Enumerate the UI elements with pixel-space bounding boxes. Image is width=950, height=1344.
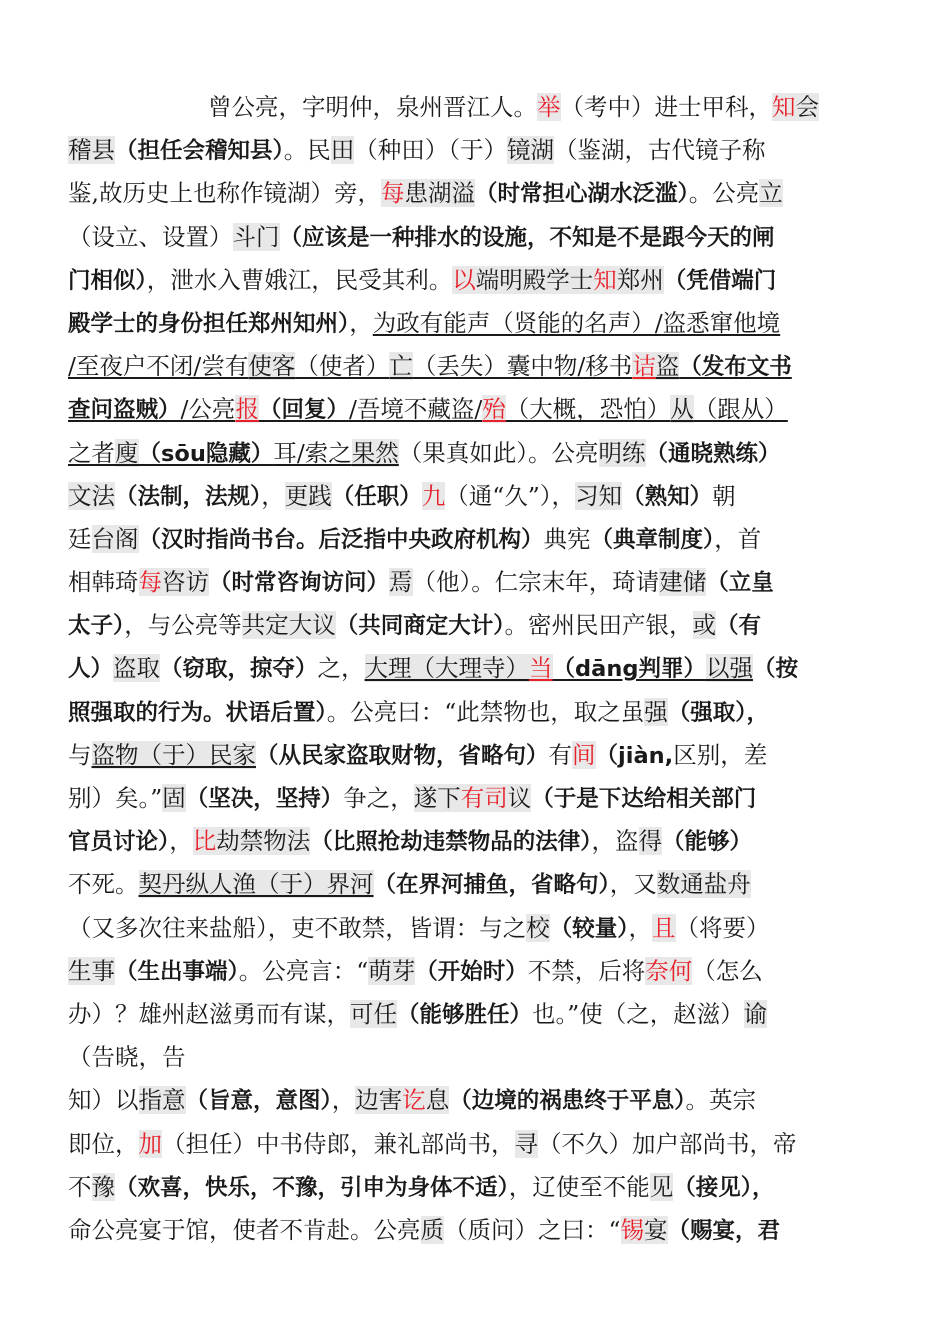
text-line <box>68 777 874 820</box>
text-segment: （不久）加户部尚书，帝 <box>538 1129 797 1158</box>
text-segment: 大理（大理寺） <box>364 654 530 683</box>
text-line <box>68 734 874 777</box>
text-segment: 为政有能声（贤能的名声）/盗悉窜他境 <box>372 308 781 337</box>
text-line <box>68 518 874 561</box>
text-segment: 更践 <box>284 481 332 510</box>
text-line <box>68 302 874 345</box>
text-segment: 盗 <box>655 352 680 381</box>
text-segment: 且 <box>652 913 676 942</box>
text-segment: 殆 <box>482 395 506 424</box>
text-segment: 朝 <box>712 481 736 510</box>
text-segment: 殿学士的身份担任郑州知州） <box>68 310 350 337</box>
text-segment: 议 <box>507 784 532 812</box>
text-segment: 廋 <box>115 438 139 467</box>
text-segment: 。密州民田产银， <box>504 611 693 640</box>
text-segment: （怎么 <box>692 956 763 985</box>
text-segment: （有 <box>716 613 762 640</box>
text-segment: （旨意，意图） <box>185 1088 332 1115</box>
text-segment: 照强取的行为。状语后置） <box>68 699 327 726</box>
text-segment: 咨访 <box>162 568 209 597</box>
text-segment: 田 <box>330 136 355 165</box>
text-segment: 查问盗贼） <box>68 397 181 424</box>
text-segment: ， <box>261 481 285 510</box>
text-segment: 患湖溢 <box>404 179 475 208</box>
text-segment: 明练 <box>598 438 646 467</box>
text-segment: ， <box>331 1086 356 1115</box>
text-segment: 不死。 <box>68 870 139 899</box>
text-segment: （接见）， <box>673 1174 775 1201</box>
text-segment: （jiàn, <box>595 742 674 769</box>
text-segment: 端明殿学士 <box>475 265 594 294</box>
text-segment: 台阁 <box>91 524 139 553</box>
text-segment: 习知 <box>575 481 623 510</box>
text-segment: （在界河捕鱼，省略句） <box>373 872 610 899</box>
text-segment: （坚决，坚持） <box>185 786 344 812</box>
text-segment: 劫禁物法 <box>216 827 311 856</box>
text-segment: （时常咨询访问） <box>209 570 390 597</box>
text-segment: （种田）（于） <box>354 136 508 165</box>
text-segment: 知 <box>593 265 617 294</box>
text-line <box>68 216 874 259</box>
text-segment: ，辽使至不能 <box>508 1172 650 1201</box>
text-segment: 盗物（于）民家 <box>91 740 256 769</box>
text-segment: 校 <box>526 913 550 942</box>
text-segment: （鉴湖，古代镜子称 <box>554 136 766 165</box>
text-segment: （生出事端） <box>115 958 239 985</box>
text-segment: ， <box>628 913 653 942</box>
text-segment: （按 <box>752 656 798 683</box>
text-segment: 官员讨论） <box>68 829 170 856</box>
text-segment: 每 <box>380 179 405 208</box>
text-segment: 办）？雄州赵滋勇而有谋， <box>68 999 350 1028</box>
text-segment: （考中）进士甲科， <box>560 93 772 121</box>
text-segment: /至夜户不闭/尝有 <box>68 352 249 381</box>
text-segment: 。英宗 <box>685 1086 757 1115</box>
text-segment: （欢喜，快乐，不豫，引申为身体不适） <box>115 1174 509 1201</box>
text-segment: （dāng判罪） <box>552 656 706 683</box>
text-segment: 郑州 <box>616 265 664 294</box>
text-segment: 廷 <box>68 524 92 553</box>
text-segment: /公亮 <box>180 395 236 424</box>
text-segment: 数通盐舟 <box>656 870 751 899</box>
text-segment: （大概，恐怕） <box>505 395 671 424</box>
text-line <box>68 993 874 1036</box>
text-segment: 生事 <box>68 956 115 985</box>
text-segment: 典宪 <box>543 524 591 553</box>
text-segment: （质问）之曰：“ <box>444 1215 621 1244</box>
text-segment: （共同商定大计） <box>335 613 505 640</box>
text-segment: 不 <box>68 1172 92 1201</box>
text-segment: （设立、设置） <box>68 222 233 251</box>
text-segment: 镜湖 <box>507 136 555 165</box>
text-segment: 稽县 <box>68 136 115 165</box>
text-line <box>68 259 874 302</box>
text-line <box>68 432 874 475</box>
text-segment: 果然 <box>351 438 399 467</box>
text-segment: 得 <box>638 827 663 856</box>
text-segment: 讫 <box>402 1086 426 1115</box>
text-segment: 以强 <box>705 654 753 683</box>
text-segment: 。公亮言：“ <box>238 956 369 985</box>
text-segment: （担任）中书侍郎，兼礼部尚书， <box>162 1129 515 1158</box>
text-segment: 举 <box>537 93 561 121</box>
text-line <box>68 1123 874 1166</box>
text-segment: （凭借端门 <box>663 267 777 294</box>
text-segment: （开始时） <box>415 958 528 985</box>
text-segment: 也。”使（之，赵滋） <box>532 999 744 1028</box>
text-segment: 。民 <box>283 136 331 165</box>
text-segment: 使客 <box>248 352 296 381</box>
text-segment: 曾公亮，字明仲，泉州晋江人。 <box>208 93 537 121</box>
text-segment: （能够胜任） <box>397 1001 533 1028</box>
text-segment: 鉴,故历史上也称作镜湖）旁， <box>68 179 381 208</box>
text-segment: （担任会稽知县） <box>115 138 284 165</box>
text-line <box>68 907 874 950</box>
text-segment: （发布文书 <box>679 354 792 381</box>
text-segment: 间 <box>572 740 596 769</box>
text-segment: 不禁，后将 <box>527 956 646 985</box>
text-segment: （汉时指尚书台。后泛指中央政府机构） <box>138 526 544 553</box>
text-segment: 有司 <box>460 784 508 812</box>
text-segment: 或 <box>692 611 717 640</box>
text-line <box>68 1209 874 1252</box>
text-segment: 当 <box>529 654 553 683</box>
text-segment: 与 <box>68 740 92 769</box>
text-segment: （他）。仁宗末年，琦请 <box>412 568 660 597</box>
text-segment: 固 <box>162 784 186 812</box>
text-segment: （丢失）囊中物/移书 <box>412 352 633 381</box>
text-segment: 立 <box>759 179 783 208</box>
text-segment: ，与公亮等 <box>124 611 242 640</box>
text-segment: 豫 <box>91 1172 115 1201</box>
text-segment: （时常担心湖水泛滥） <box>474 181 689 208</box>
text-segment: （使者） <box>295 352 390 381</box>
text-segment: 每 <box>138 568 162 597</box>
text-line <box>68 1079 874 1122</box>
text-segment: 强 <box>644 697 668 726</box>
text-segment: （通晓熟练） <box>645 440 781 467</box>
text-segment: 诘 <box>632 352 656 381</box>
text-line <box>68 561 874 604</box>
text-line <box>68 1166 874 1209</box>
text-segment: 人） <box>68 656 114 683</box>
text-segment: （立皇 <box>706 570 774 597</box>
text-segment: 契丹纵人渔（于）界河 <box>138 870 374 899</box>
text-segment: ，吏不敢禁，皆谓：与之 <box>267 913 527 942</box>
text-segment: 报 <box>235 395 259 424</box>
text-segment: （任职） <box>331 483 422 510</box>
text-segment: 共定大议 <box>241 611 336 640</box>
text-segment: 质 <box>420 1215 444 1244</box>
text-segment: （典章制度） <box>590 526 715 553</box>
text-segment: 。公亮 <box>688 179 760 208</box>
text-segment: 谕 <box>743 999 768 1028</box>
text-segment: ，首 <box>714 524 762 553</box>
text-segment: 斗门 <box>232 222 280 251</box>
text-line <box>68 345 874 388</box>
document-page <box>68 86 874 1252</box>
text-segment: 知）以 <box>68 1086 139 1115</box>
text-segment: （法制，法规） <box>115 483 262 510</box>
text-segment: 以 <box>452 265 476 294</box>
text-segment: 寻 <box>514 1129 538 1158</box>
text-segment: 太子） <box>68 613 125 640</box>
text-line <box>68 1036 874 1079</box>
text-segment: 指意 <box>138 1086 186 1115</box>
text-segment: （边境的祸患终于平息） <box>449 1088 686 1115</box>
text-segment: （强取）， <box>667 699 770 726</box>
text-segment: ， <box>169 827 193 856</box>
text-segment: （果真如此）。公亮 <box>398 438 599 467</box>
text-segment: 耳/索之 <box>273 438 352 467</box>
text-segment: 加 <box>138 1129 162 1158</box>
text-segment: 有 <box>548 740 573 769</box>
text-line <box>68 388 874 431</box>
text-segment: （跟从） <box>693 395 788 424</box>
text-segment: 盗取 <box>113 654 161 683</box>
text-segment: 奈何 <box>645 956 693 985</box>
text-segment: 区别，差 <box>673 740 768 769</box>
text-segment: （比照抢劫违禁物品的法律） <box>310 829 592 856</box>
text-segment: （通“久”）， <box>445 481 576 510</box>
text-segment: （窃取，掠夺） <box>160 656 318 683</box>
text-segment: 之， <box>317 654 365 683</box>
text-line <box>68 950 874 993</box>
text-segment: （又多次往来盐船） <box>68 913 268 942</box>
text-line <box>68 86 874 129</box>
text-segment: 亡 <box>389 352 413 381</box>
text-segment: 门相似） <box>68 267 147 294</box>
text-segment: 可任 <box>350 999 397 1028</box>
text-segment: ，盗 <box>591 827 639 856</box>
text-line <box>68 863 874 906</box>
text-segment: （sōu隐藏） <box>138 440 274 467</box>
text-segment: 息 <box>425 1086 450 1115</box>
text-segment: 之者 <box>68 438 115 467</box>
text-segment: 建储 <box>659 568 707 597</box>
text-segment: 萌芽 <box>368 956 416 985</box>
text-segment: /吾境不藏盗/ <box>348 395 483 424</box>
text-segment: 。公亮曰：“此禁物也，取之虽 <box>326 697 645 726</box>
text-segment: （赐宴，君 <box>667 1217 781 1244</box>
text-segment: 别）矣。” <box>68 784 163 812</box>
text-segment: （告晓，告 <box>68 1043 186 1072</box>
text-segment: 见 <box>649 1172 674 1201</box>
text-segment: （应该是一种排水的设施，不知是不是跟今天的闸 <box>279 224 775 251</box>
text-segment: （能够） <box>662 829 753 856</box>
text-segment: 比 <box>192 827 217 856</box>
text-line <box>68 691 874 734</box>
text-segment: 文法 <box>68 481 115 510</box>
text-segment: 从 <box>670 395 694 424</box>
text-segment: （较量） <box>549 915 629 942</box>
text-segment: 锡 <box>620 1215 645 1244</box>
text-line <box>68 475 874 518</box>
text-segment: 相韩琦 <box>68 568 139 597</box>
text-segment: ， <box>349 308 373 337</box>
text-segment: ，泄水入曹娥江，民受其利。 <box>146 265 453 294</box>
text-segment: （回复） <box>258 397 349 424</box>
text-segment: （熟知） <box>622 483 713 510</box>
text-segment: 宴 <box>644 1215 668 1244</box>
text-segment: 九 <box>421 481 446 510</box>
text-segment: 即位， <box>68 1129 139 1158</box>
text-segment: （将要） <box>675 913 770 942</box>
text-segment: 争之， <box>343 784 414 812</box>
text-segment: 会 <box>795 93 819 121</box>
text-line <box>68 172 874 215</box>
text-segment: 命公亮宴于馆，使者不肯赴。公亮 <box>68 1215 421 1244</box>
text-segment: ，又 <box>609 870 657 899</box>
text-segment: （从民家盗取财物，省略句） <box>256 742 549 769</box>
text-line <box>68 820 874 863</box>
text-segment: 遂下 <box>413 784 461 812</box>
text-line <box>68 647 874 690</box>
text-segment: （于是下达给相关部门 <box>531 786 757 812</box>
text-segment: 知 <box>772 93 796 121</box>
text-segment: 边害 <box>355 1086 403 1115</box>
text-line <box>68 604 874 647</box>
text-segment: 焉 <box>389 568 413 597</box>
text-line <box>68 129 874 172</box>
